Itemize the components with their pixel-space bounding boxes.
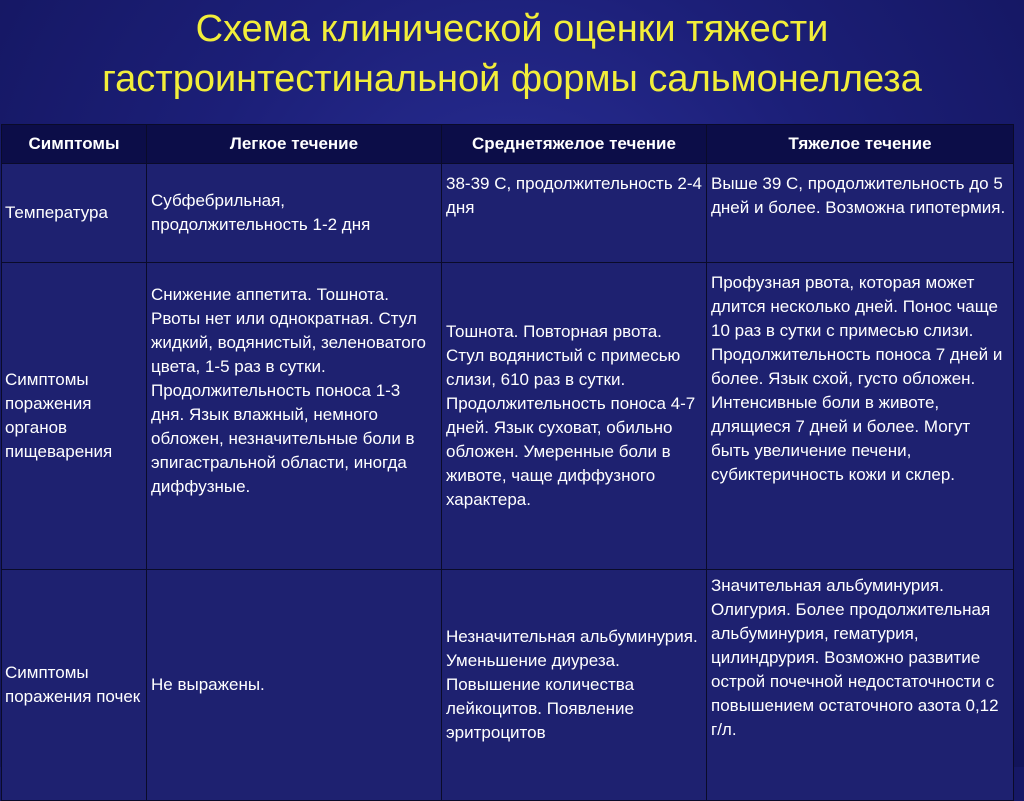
cell-kidneys-moderate: Незначительная альбуминурия. Уменьшение диуреза. Повышение количества лейкоцитов. Появление эритроцитов	[442, 570, 707, 801]
table-row	[2, 570, 1014, 801]
table-header-row	[2, 125, 1014, 164]
cell-kidneys-mild: Не выражены.	[147, 570, 442, 801]
header-symptoms: Симптомы	[2, 125, 147, 164]
cell-temperature-mild: Субфебрильная, продолжительность 1-2 дня	[147, 164, 442, 263]
slide-title	[0, 4, 1024, 104]
header-mild: Легкое течение	[147, 125, 442, 164]
cell-temperature-moderate: 38-39 С, продолжительность 2-4 дня	[442, 164, 707, 263]
row-label-temperature: Температура	[2, 164, 147, 263]
row-label-digestive: Симптомы поражения органов пищеварения	[2, 263, 147, 570]
cell-kidneys-severe: Значительная альбуминурия. Олигурия. Более продолжительная альбуминурия, гематурия, цилиндрурия. Возможно развитие острой почечной недостаточности с повышением остаточного азота 0,12 г/л.	[707, 570, 1014, 801]
cell-digestive-mild: Снижение аппетита. Тошнота. Рвоты нет или однократная. Стул жидкий, водянистый, зеленоватого цвета, 1-5 раз в сутки. Продолжительность поноса 1-3 дня. Язык влажный, немного обложен, незначительные боли в эпигастральной области, иногда диффузные.	[147, 263, 442, 570]
cell-digestive-moderate: Тошнота. Повторная рвота. Стул водянистый с примесью слизи, 610 раз в сутки. Продолжительность поноса 4-7 дней. Язык суховат, обильно обложен. Умеренные боли в животе, чаще диффузного характера.	[442, 263, 707, 570]
header-moderate: Среднетяжелое течение	[442, 125, 707, 164]
cell-temperature-severe: Выше 39 С, продолжительность до 5 дней и более. Возможна гипотермия.	[707, 164, 1014, 263]
row-label-kidneys: Симптомы поражения почек	[2, 570, 147, 801]
cell-digestive-severe: Профузная рвота, которая может длится несколько дней. Понос чаще 10 раз в сутки с примесью слизи. Продолжительность поноса 7 дней и более. Язык схой, густо обложен. Интенсивные боли в животе, длящиеся 7 дней и более. Могут быть увеличение печени, субиктеричность кожи и склер.	[707, 263, 1014, 570]
table-row	[2, 164, 1014, 263]
severity-table	[1, 124, 1014, 801]
header-severe: Тяжелое течение	[707, 125, 1014, 164]
table-row	[2, 263, 1014, 570]
slide-title-line-1: Схема клинической оценки тяжести	[195, 8, 829, 50]
slide-title-line-2: гастроинтестинальной формы сальмонеллеза	[102, 58, 922, 100]
